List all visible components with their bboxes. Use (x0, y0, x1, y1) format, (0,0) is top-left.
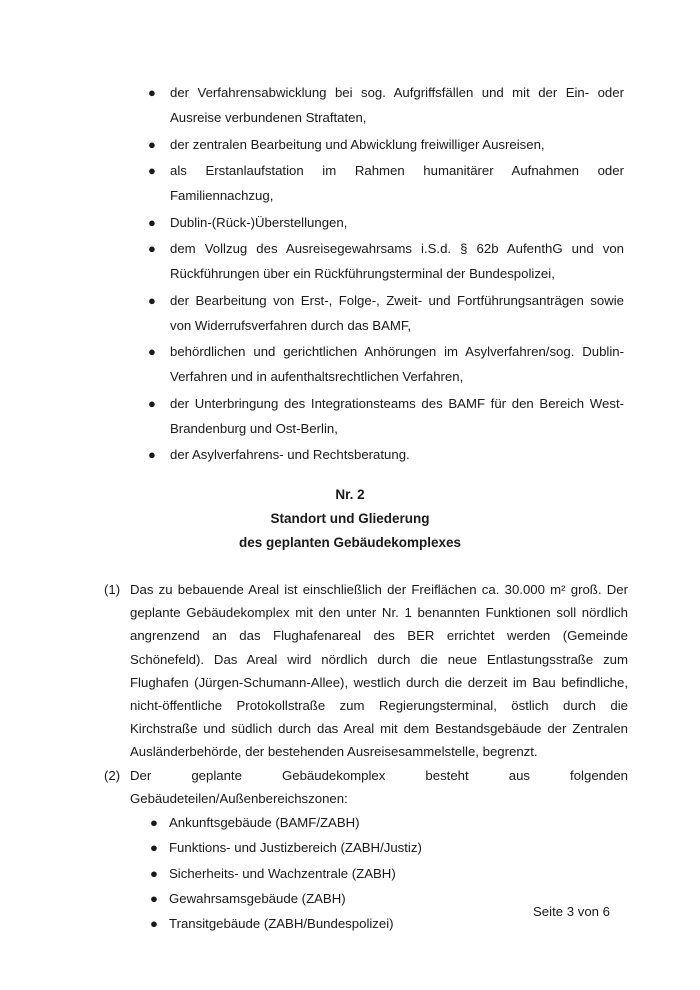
page-number-footer: Seite 3 von 6 (533, 904, 610, 919)
bullet-icon: ● (148, 85, 156, 100)
bullet-icon: ● (150, 815, 158, 831)
bullet-icon: ● (148, 344, 156, 359)
bullet-icon: ● (148, 292, 156, 308)
paragraph-number: (2) (104, 767, 121, 783)
paragraph-text: Der geplante Gebäudekomplex besteht aus folgenden Gebäudeteilen/Außenbereichszonen: (130, 767, 628, 806)
list-item: ● der zentralen Bearbeitung und Abwicklung freiwilliger Ausreisen, (148, 132, 624, 157)
list-item: ● behördlichen und gerichtlichen Anhörungen im Asylverfahren/sog. Dublin-Verfahren und in aufenthaltsrechtlichen Verfahren, (148, 339, 624, 389)
bullet-icon: ● (150, 916, 158, 932)
bullet-icon: ● (148, 163, 156, 178)
bullet-icon: ● (150, 865, 158, 881)
list-item: ● der Verfahrensabwicklung bei sog. Aufgriffsfällen und mit der Ein- oder Ausreise verbundenen Straftaten, (148, 80, 624, 130)
numbered-paragraphs (104, 578, 628, 937)
bullet-icon: ● (148, 136, 156, 152)
bullet-icon: ● (148, 395, 156, 411)
list-item: ● dem Vollzug des Ausreisegewahrsams i.S.d. § 62b AufenthG und von Rückführungen über ein Rückführungsterminal der Bundespolizei, (148, 236, 624, 286)
list-item: ● Sicherheits- und Wachzentrale (ZABH) (150, 861, 628, 886)
paragraph-text: Das zu bebauende Areal ist einschließlich der Freiflächen ca. 30.000 m² groß. Der geplante Gebäudekomplex mit den unter Nr. 1 benannten Funktionen soll nördlich angrenzend an das Flughafenareal des BER errichtet werden (Gemeinde Schönefeld). Das Areal wird nördlich durch die neue Entlastungsstraße zum Flughafen (Jürgen-Schumann-Allee), westlich durch die derzeit im Bau befindliche, nicht-öffentliche Protokollstraße zum Regierungsterminal, östlich durch die Kirchstraße und südlich durch das Areal mit dem Bestandsgebäude der Zentralen Ausländerbehörde, der bestehenden Ausreisesammelstelle, begrenzt. (130, 582, 628, 760)
list-item: ● Gewahrsamsgebäude (ZABH) (150, 886, 628, 911)
list-item: ● Ankunftsgebäude (BAMF/ZABH) (150, 810, 628, 835)
list-item: ● Dublin-(Rück-)Überstellungen, (148, 210, 624, 235)
paragraph-1 (104, 578, 628, 764)
list-item: ● Funktions- und Justizbereich (ZABH/Justiz) (150, 835, 628, 860)
bullet-icon: ● (150, 840, 158, 856)
bullet-icon: ● (148, 241, 156, 256)
section-title-line2: des geplanten Gebäudekomplexes (238, 535, 462, 550)
purpose-bullet-list (148, 80, 624, 469)
bullet-icon: ● (150, 890, 158, 906)
section-number: Nr. 2 (335, 487, 365, 502)
section-title-line1: Standort und Gliederung (270, 511, 430, 526)
list-item: ● als Erstanlaufstation im Rahmen humanitärer Aufnahmen oder Familiennachzug, (148, 158, 624, 208)
list-item: ● Transitgebäude (ZABH/Bundespolizei) (150, 911, 628, 936)
bullet-icon: ● (148, 447, 156, 462)
list-item: ● der Unterbringung des Integrationsteams des BAMF für den Bereich West-Brandenburg und Ost-Berlin, (148, 391, 624, 441)
list-item: ● der Bearbeitung von Erst-, Folge-, Zweit- und Fortführungsanträgen sowie von Widerrufsverfahren durch das BAMF, (148, 288, 624, 338)
paragraph-number: (1) (104, 582, 121, 597)
bullet-icon: ● (148, 214, 156, 230)
list-item: ● der Asylverfahrens- und Rechtsberatung. (148, 442, 624, 467)
